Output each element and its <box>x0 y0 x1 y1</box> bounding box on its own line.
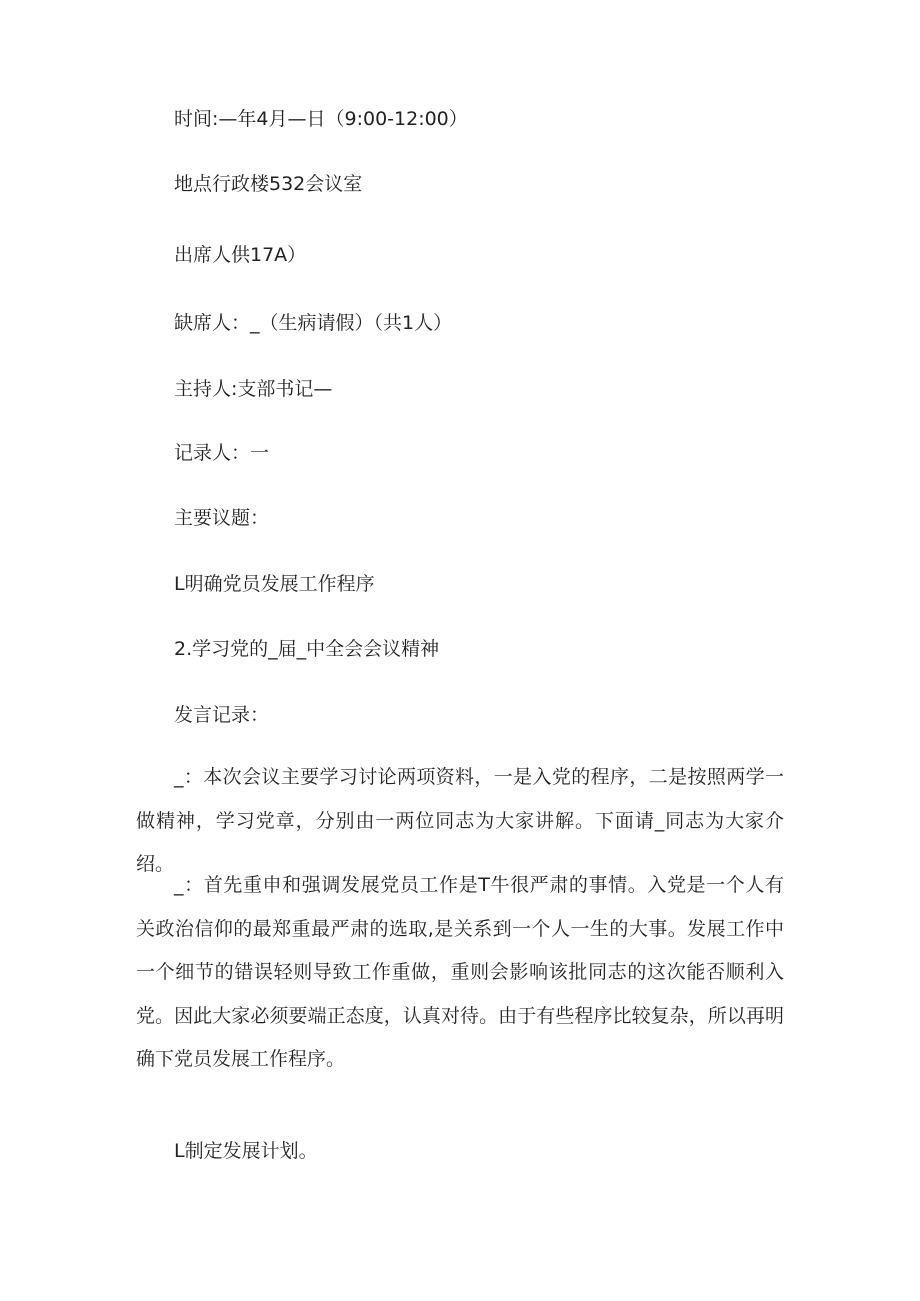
speech-paragraph-1: _：本次会议主要学习讨论两项资料，一是入党的程序，二是按照两学一做精神，学习党章，分别由一两位同志为大家讲解。下面请_同志为大家介绍。 <box>136 766 784 875</box>
absentees: 缺席人：_（生病请假）（共1人） <box>174 312 453 334</box>
attendees: 出席人供17A） <box>174 244 307 266</box>
host: 主持人:支部书记— <box>174 378 333 400</box>
meeting-time: 时间:—年4月—日（9:00-12:00） <box>174 108 468 130</box>
recorder: 记录人：一 <box>174 442 270 464</box>
topic-item-1: L明确党员发展工作程序 <box>174 573 375 595</box>
speech-paragraph-2: _：首先重申和强调发展党员工作是T牛很严肃的事情。入党是一个人有关政治信仰的最郑重最严肃的选取,是关系到一个人一生的大事。发展工作中一个细节的错误轻则导致工作重做，重则会影响该批同志的这次能否顺利入党。因此大家必须要端正态度，认真对待。由于有些程序比较复杂，所以再明确下党员发展工作程序。 <box>136 874 784 1070</box>
meeting-location: 地点行政楼532会议室 <box>174 173 363 195</box>
main-topics-heading: 主要议题： <box>174 507 270 529</box>
plan-item-1: L制定发展计划。 <box>174 1140 318 1162</box>
speech-record-heading: 发言记录： <box>174 704 270 726</box>
topic-item-2: 2.学习党的_届_中全会会议精神 <box>174 638 440 660</box>
